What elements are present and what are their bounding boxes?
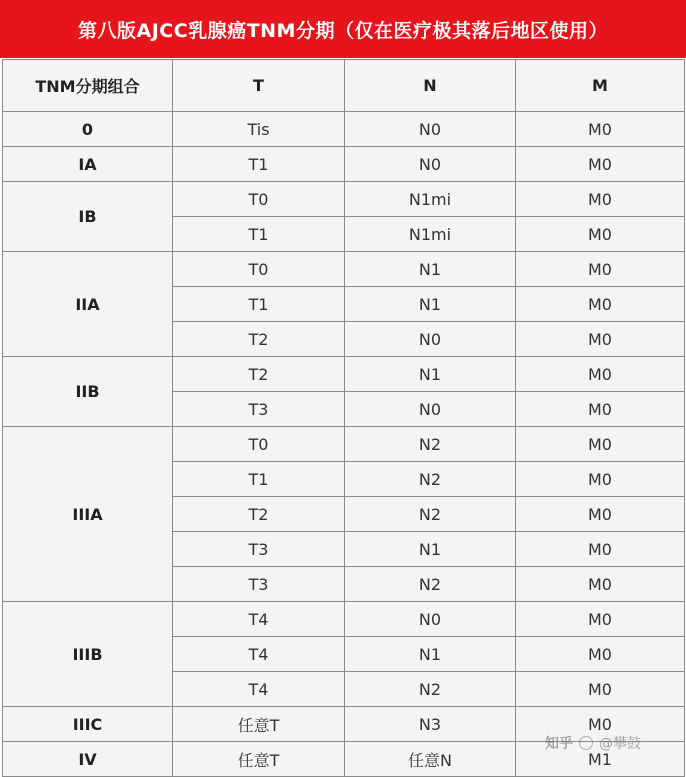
n-cell: N1mi: [345, 217, 516, 252]
table-row: [3, 252, 685, 287]
stage-cell: IV: [3, 742, 173, 777]
t-cell: T4: [173, 637, 345, 672]
m-cell: M0: [516, 217, 685, 252]
n-cell: N0: [345, 322, 516, 357]
stage-cell: IIIA: [3, 427, 173, 602]
m-cell: M0: [516, 392, 685, 427]
table-body: [3, 112, 685, 777]
header-stage: TNM分期组合: [3, 60, 173, 112]
m-cell: M0: [516, 602, 685, 637]
m-cell: M0: [516, 427, 685, 462]
t-cell: T0: [173, 252, 345, 287]
m-cell: M0: [516, 497, 685, 532]
n-cell: N2: [345, 497, 516, 532]
t-cell: T1: [173, 217, 345, 252]
t-cell: T3: [173, 532, 345, 567]
n-cell: N1: [345, 637, 516, 672]
watermark: [545, 733, 641, 753]
stage-cell: IB: [3, 182, 173, 252]
header-t: T: [173, 60, 345, 112]
stage-cell: IA: [3, 147, 173, 182]
t-cell: T2: [173, 497, 345, 532]
t-cell: T4: [173, 672, 345, 707]
m-cell: M0: [516, 252, 685, 287]
table-row: [3, 112, 685, 147]
stage-cell: IIIB: [3, 602, 173, 707]
table-row: [3, 147, 685, 182]
m-cell: M0: [516, 357, 685, 392]
table-row: [3, 602, 685, 637]
watermark-author: @攀鼓: [599, 736, 641, 752]
t-cell: T0: [173, 182, 345, 217]
n-cell: N2: [345, 567, 516, 602]
m-cell: M0: [516, 637, 685, 672]
n-cell: 任意N: [345, 742, 516, 777]
stage-cell: IIIC: [3, 707, 173, 742]
m-cell: M0: [516, 147, 685, 182]
n-cell: N0: [345, 112, 516, 147]
t-cell: T1: [173, 462, 345, 497]
m-cell: M0: [516, 567, 685, 602]
m-cell: M0: [516, 287, 685, 322]
n-cell: N3: [345, 707, 516, 742]
t-cell: 任意T: [173, 742, 345, 777]
m-cell: M0: [516, 112, 685, 147]
t-cell: T0: [173, 427, 345, 462]
watermark-logo: 知乎: [545, 736, 573, 752]
m-cell: M0: [516, 182, 685, 217]
n-cell: N1mi: [345, 182, 516, 217]
header-row: [3, 60, 685, 112]
n-cell: N2: [345, 427, 516, 462]
n-cell: N1: [345, 532, 516, 567]
m-cell: M0: [516, 707, 685, 742]
t-cell: T1: [173, 147, 345, 182]
n-cell: N1: [345, 287, 516, 322]
tnm-staging-table: [2, 59, 685, 777]
t-cell: T1: [173, 287, 345, 322]
user-icon: [579, 736, 593, 750]
table-row: [3, 182, 685, 217]
m-cell: M0: [516, 322, 685, 357]
t-cell: T2: [173, 357, 345, 392]
n-cell: N0: [345, 602, 516, 637]
stage-cell: 0: [3, 112, 173, 147]
t-cell: T4: [173, 602, 345, 637]
header-m: M: [516, 60, 685, 112]
n-cell: N0: [345, 392, 516, 427]
n-cell: N2: [345, 462, 516, 497]
n-cell: N1: [345, 357, 516, 392]
header-n: N: [345, 60, 516, 112]
t-cell: T2: [173, 322, 345, 357]
m-cell: M0: [516, 532, 685, 567]
table-row: [3, 427, 685, 462]
t-cell: T3: [173, 567, 345, 602]
table-header: [3, 60, 685, 112]
m-cell: M1: [516, 742, 685, 777]
n-cell: N0: [345, 147, 516, 182]
t-cell: 任意T: [173, 707, 345, 742]
table-row: [3, 357, 685, 392]
stage-cell: IIA: [3, 252, 173, 357]
t-cell: Tis: [173, 112, 345, 147]
stage-cell: IIB: [3, 357, 173, 427]
n-cell: N1: [345, 252, 516, 287]
n-cell: N2: [345, 672, 516, 707]
m-cell: M0: [516, 672, 685, 707]
page-title: 第八版AJCC乳腺癌TNM分期（仅在医疗极其落后地区使用）: [0, 0, 686, 58]
m-cell: M0: [516, 462, 685, 497]
t-cell: T3: [173, 392, 345, 427]
